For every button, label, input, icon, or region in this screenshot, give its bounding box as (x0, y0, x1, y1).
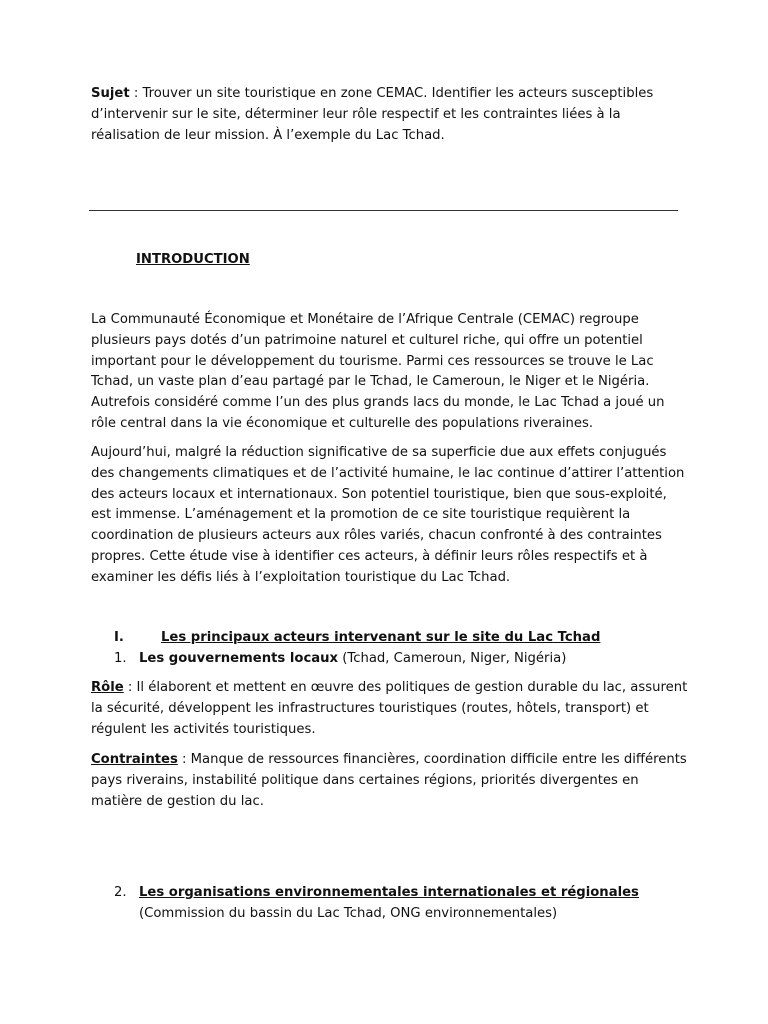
list-item-2 (91, 883, 691, 925)
role-text: : Il élaborent et mettent en œuvre des politiques de gestion durable du lac, assurent la sécurité, développent les infrastructures touristiques (routes, hôtels, transport) et régulent les activités touristiques. (91, 680, 688, 737)
list-item-2-text (139, 883, 691, 925)
constraints-label: Contraintes (91, 752, 178, 767)
list-item-2-detail: (Commission du bassin du Lac Tchad, ONG environnementales) (139, 905, 558, 921)
section-1-title: Les principaux acteurs intervenant sur le site du Lac Tchad (161, 630, 601, 645)
list-item-1-title: Les gouvernements locaux (139, 651, 339, 666)
subject-text: : Trouver un site touristique en zone CEMAC. Identifier les acteurs susceptibles d’intervenir sur le site, déterminer leur rôle respectif et les contraintes liées à la réalisation de leur mission. À l’exemple du Lac Tchad. (91, 86, 654, 143)
list-item-2-number: 2. (114, 885, 127, 900)
introduction-paragraph-2: Aujourd’hui, malgré la réduction significative de sa superficie due aux effets conjugués des changements climatiques et de l’activité humaine, le lac continue d’attirer l’attention des acteurs locaux et internationaux. Son potentiel touristique, bien que sous-exploité, est immense. L’aménagement et la promotion de ce site touristique requièrent la coordination de plusieurs acteurs aux rôles variés, chacun confronté à des contraintes propres. Cette étude vise à identifier ces acteurs, à définir leurs rôles respectifs et à examiner les défis liés à l’exploitation touristique du Lac Tchad. (91, 445, 685, 585)
list-item-1-detail: (Tchad, Cameroun, Niger, Nigéria) (338, 651, 567, 666)
list-item-1-text (139, 649, 691, 670)
list-item-1-number: 1. (114, 651, 127, 666)
horizontal-divider (89, 210, 678, 211)
constraints-paragraph-1 (91, 750, 691, 812)
section-1-numeral: I. (114, 630, 124, 645)
list-item-1 (91, 649, 691, 670)
constraints-text: : Manque de ressources financières, coordination difficile entre les différents pays riverains, instabilité politique dans certaines régions, priorités divergentes en matière de gestion du lac. (91, 752, 687, 809)
subject-label: Sujet (91, 86, 130, 101)
introduction-paragraph-1: La Communauté Économique et Monétaire de l’Afrique Centrale (CEMAC) regroupe plusieurs pays dotés d’un patrimoine naturel et culturel riche, qui offre un potentiel important pour le développement du tourisme. Parmi ces ressources se trouve le Lac Tchad, un vaste plan d’eau partagé par le Tchad, le Cameroun, le Niger et le Nigéria. Autrefois considéré comme l’un des plus grands lacs du monde, le Lac Tchad a joué un rôle central dans la vie économique et culturelle des populations riveraines. (91, 312, 665, 431)
introduction-heading: INTRODUCTION (136, 252, 250, 267)
subject-paragraph (91, 84, 691, 146)
list-item-2-title: Les organisations environnementales internationales et régionales (139, 885, 639, 900)
role-label: Rôle (91, 680, 124, 695)
role-paragraph-1 (91, 678, 691, 740)
section-1-heading (91, 628, 691, 649)
